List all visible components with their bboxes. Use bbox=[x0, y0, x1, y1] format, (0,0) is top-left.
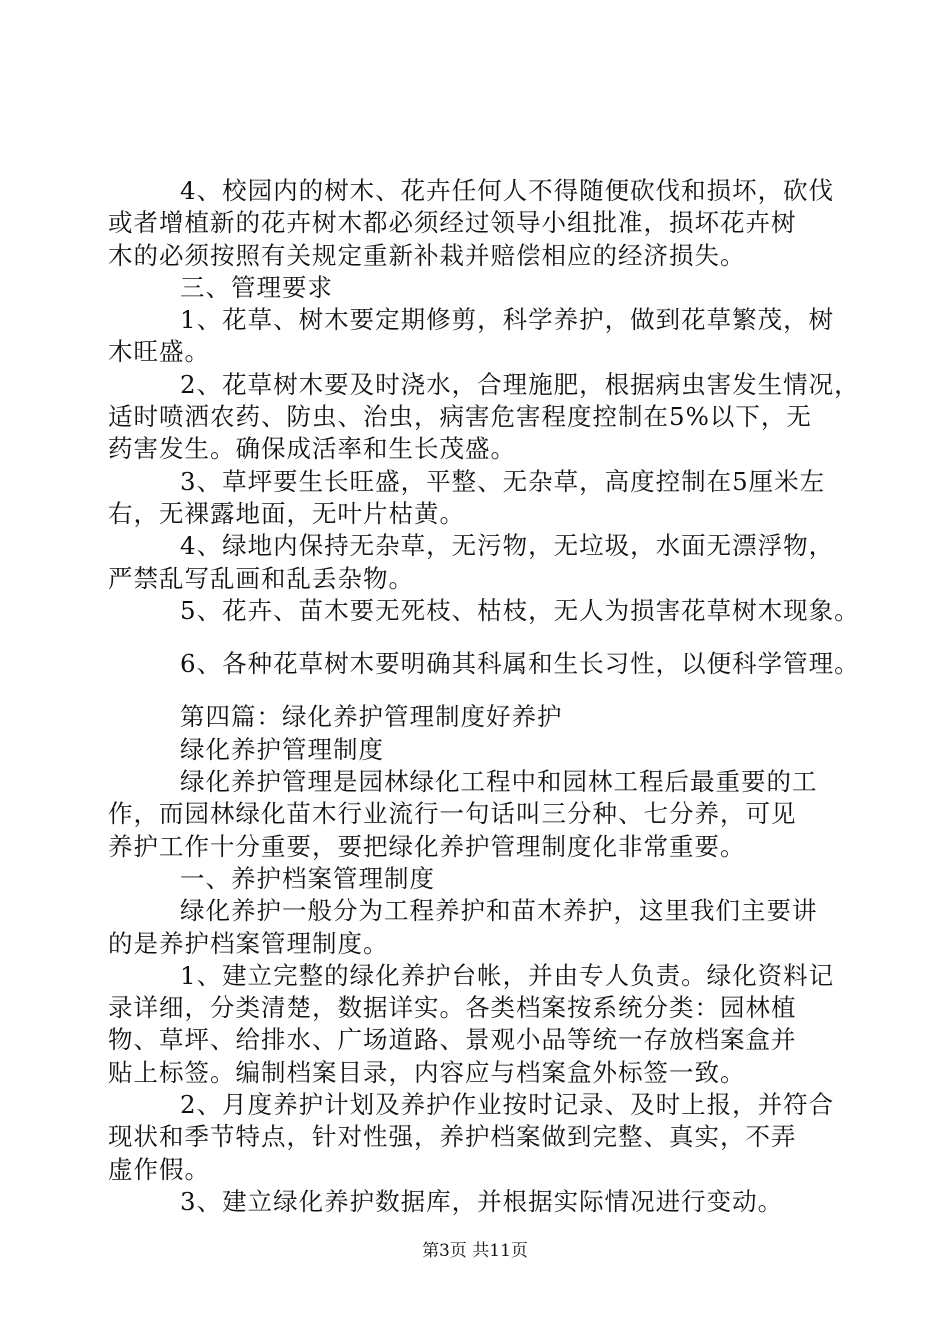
paragraph-line: 木的必须按照有关规定重新补栽并赔偿相应的经济损失。 bbox=[108, 240, 746, 270]
paragraph-line: 录详细，分类清楚，数据详实。各类档案按系统分类：园林植 bbox=[108, 993, 797, 1023]
paragraph-line: 养护工作十分重要，要把绿化养护管理制度化非常重要。 bbox=[108, 831, 746, 861]
paragraph-line: 2、花草树木要及时浇水，合理施肥，根据病虫害发生情况， bbox=[180, 369, 860, 399]
paragraph-line: 现状和季节特点，针对性强，养护档案做到完整、真实，不弄 bbox=[108, 1122, 797, 1152]
paragraph-line: 2、月度养护计划及养护作业按时记录、及时上报，并符合 bbox=[180, 1090, 835, 1120]
paragraph-line: 4、绿地内保持无杂草，无污物，无垃圾，水面无漂浮物， bbox=[180, 531, 835, 561]
paragraph-line: 4、校园内的树木、花卉任何人不得随便砍伐和损坏，砍伐 bbox=[180, 176, 835, 205]
paragraph-line: 5、花卉、苗木要无死枝、枯枝，无人为损害花草树木现象。 bbox=[180, 595, 860, 625]
paragraph-line: 1、花草、树木要定期修剪，科学养护，做到花草繁茂，树 bbox=[180, 305, 835, 335]
paragraph-line: 适时喷洒农药、防虫、治虫，病害危害程度控制在5%以下，无 bbox=[108, 402, 812, 432]
paragraph-line: 贴上标签。编制档案目录，内容应与档案盒外标签一致。 bbox=[108, 1057, 746, 1087]
paragraph-line: 物、草坪、给排水、广场道路、景观小品等统一存放档案盒并 bbox=[108, 1025, 797, 1055]
paragraph-line: 绿化养护管理是园林绿化工程中和园林工程后最重要的工 bbox=[180, 767, 818, 797]
chapter-title: 第四篇：绿化养护管理制度好养护 bbox=[180, 702, 563, 732]
paragraph-line: 1、建立完整的绿化养护台帐，并由专人负责。绿化资料记 bbox=[180, 960, 835, 990]
section-heading: 一、养护档案管理制度 bbox=[180, 863, 435, 893]
paragraph-line: 作，而园林绿化苗木行业流行一句话叫三分种、七分养，可见 bbox=[108, 799, 797, 829]
paragraph-line: 3、草坪要生长旺盛，平整、无杂草，高度控制在5厘米左 bbox=[180, 466, 826, 496]
paragraph-line: 右，无裸露地面，无叶片枯黄。 bbox=[108, 498, 465, 528]
paragraph-line: 的是养护档案管理制度。 bbox=[108, 928, 389, 958]
paragraph-line: 虚作假。 bbox=[108, 1154, 210, 1184]
paragraph-line: 6、各种花草树木要明确其科属和生长习性，以便科学管理。 bbox=[180, 649, 860, 679]
paragraph-line: 木旺盛。 bbox=[108, 337, 210, 367]
page-number-footer: 第3页 共11页 bbox=[422, 1241, 528, 1261]
paragraph-line: 3、建立绿化养护数据库，并根据实际情况进行变动。 bbox=[180, 1186, 784, 1216]
paragraph-line: 或者增植新的花卉树木都必须经过领导小组批准，损坏花卉树 bbox=[108, 208, 797, 238]
paragraph-line: 严禁乱写乱画和乱丢杂物。 bbox=[108, 563, 414, 593]
document-body bbox=[108, 175, 868, 1218]
paragraph-line: 绿化养护一般分为工程养护和苗木养护，这里我们主要讲 bbox=[180, 896, 818, 926]
section-heading: 三、管理要求 bbox=[180, 272, 333, 302]
paragraph-line: 药害发生。确保成活率和生长茂盛。 bbox=[108, 434, 516, 464]
document-title: 绿化养护管理制度 bbox=[180, 734, 384, 764]
